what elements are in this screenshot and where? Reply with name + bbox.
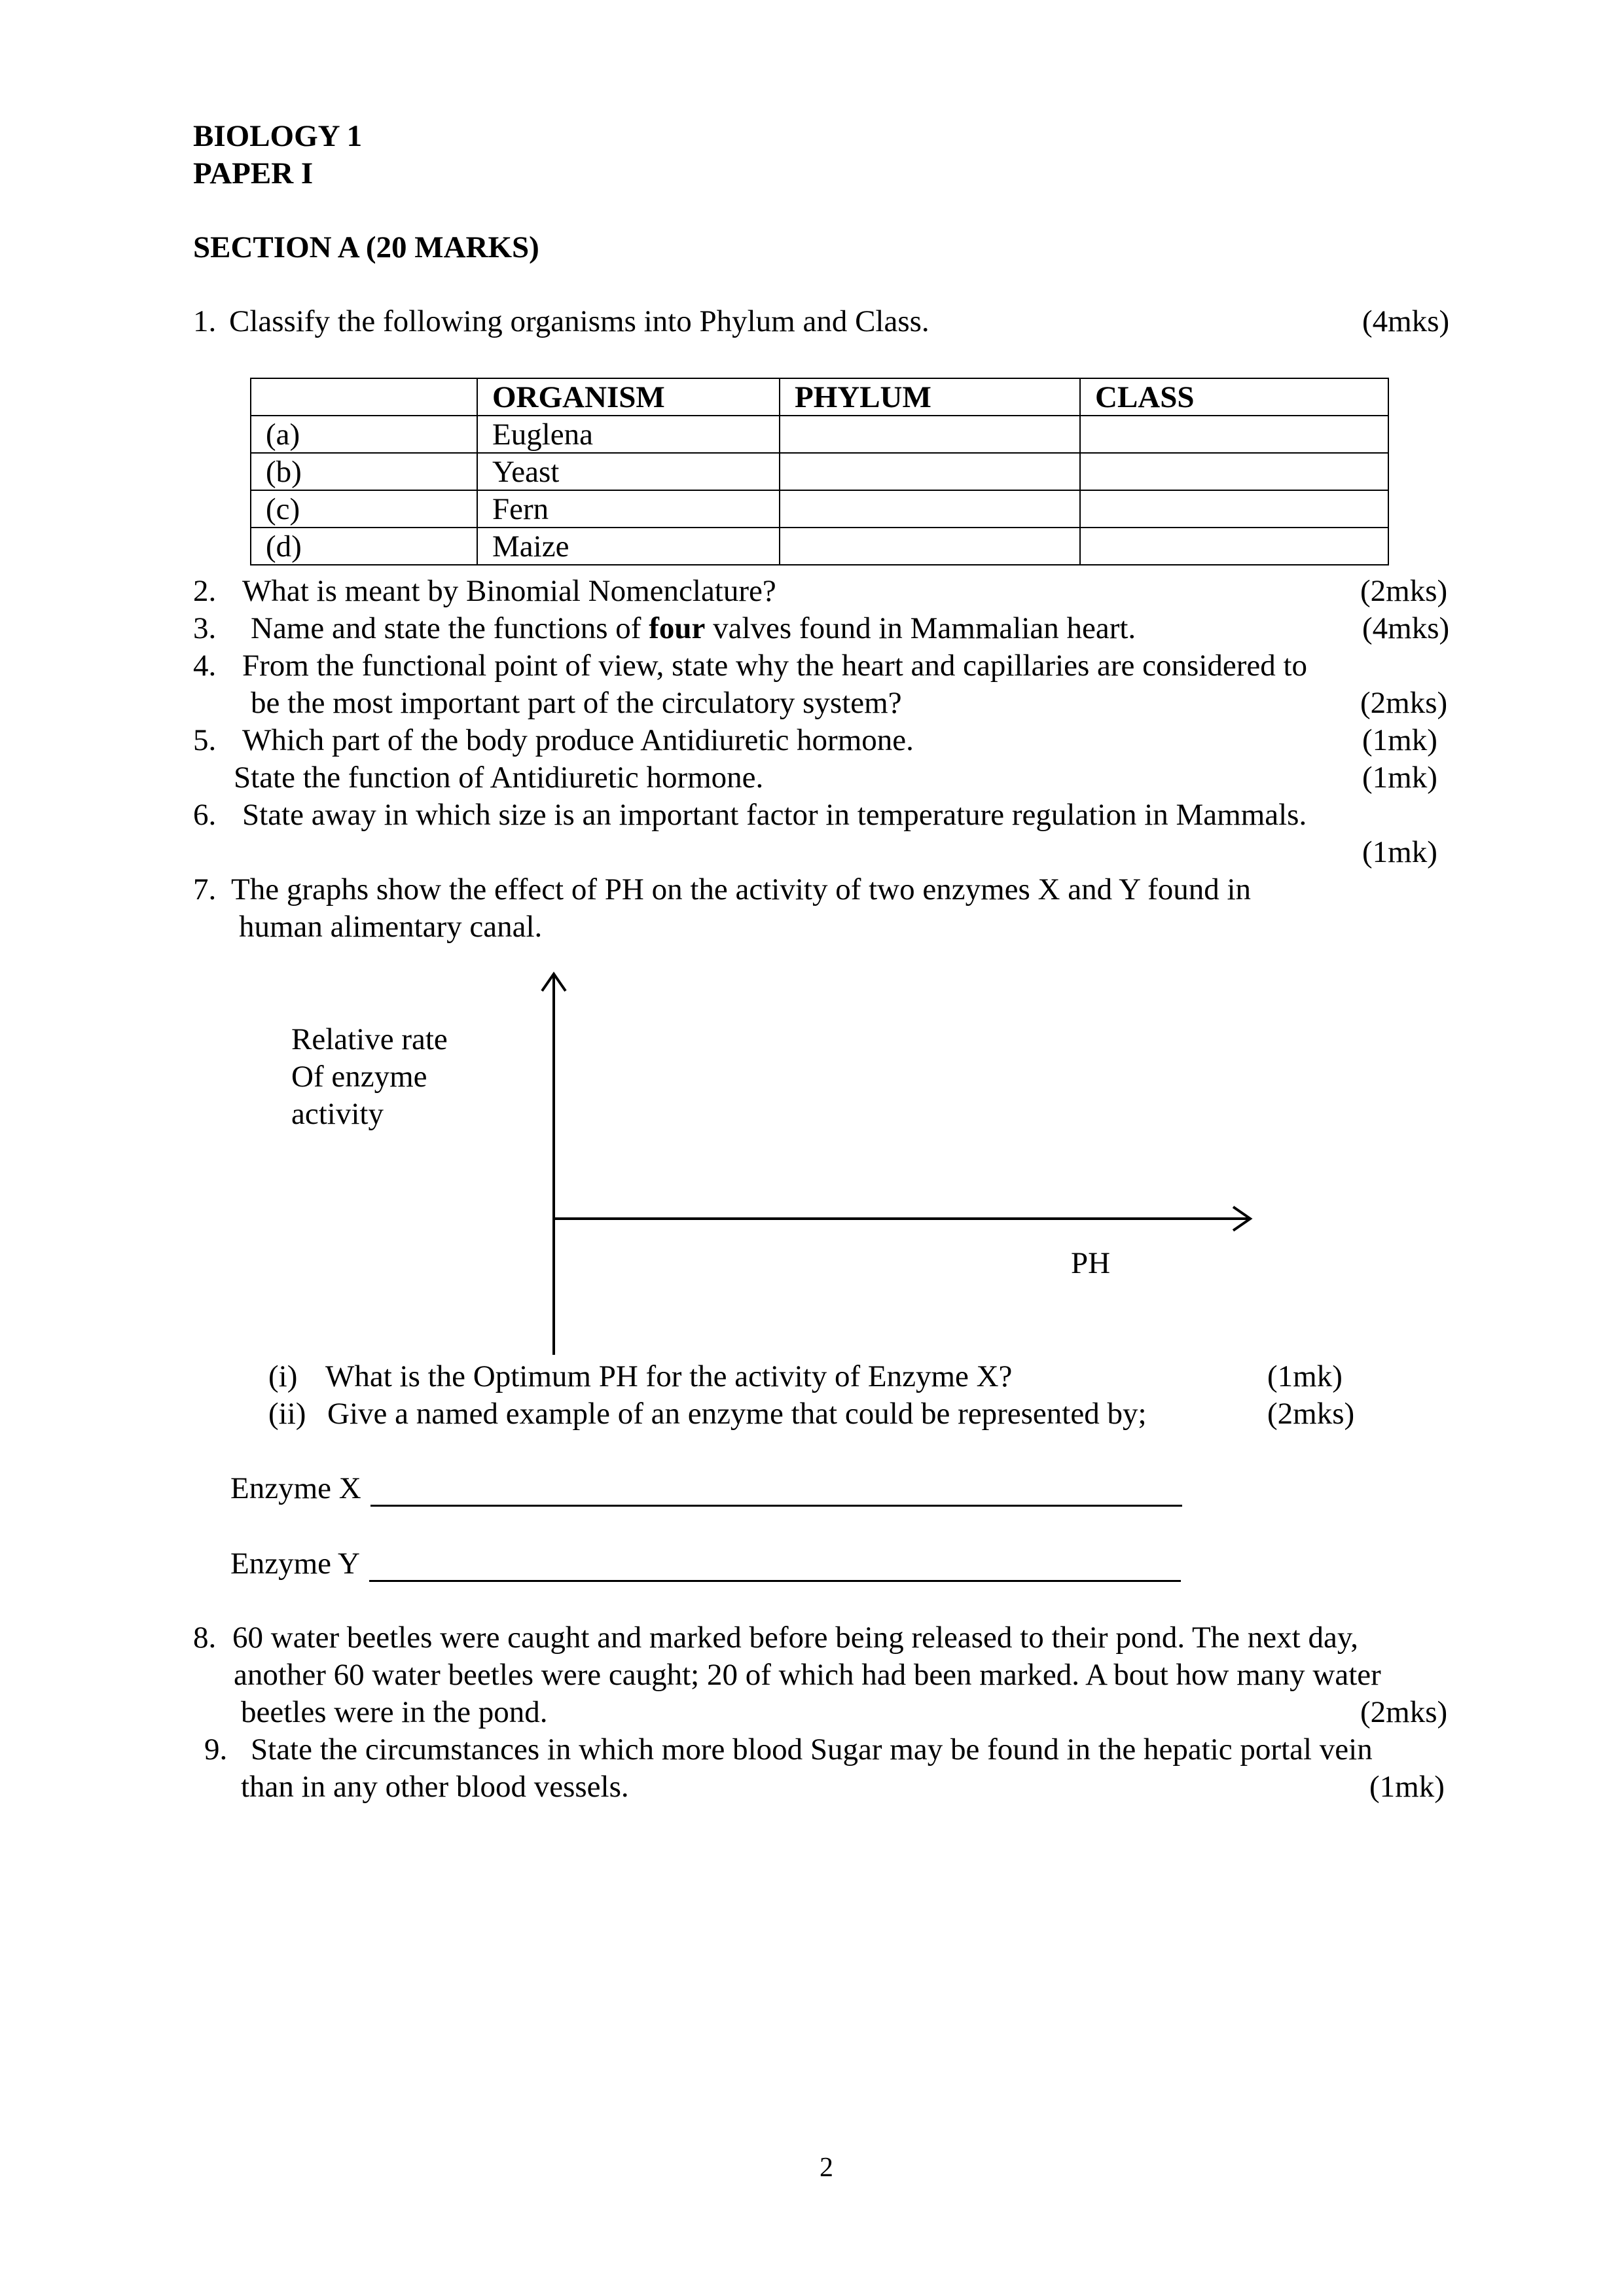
row-phylum-answer[interactable] — [780, 453, 1080, 490]
table-header-organism: ORGANISM — [477, 378, 780, 416]
question-3-marks: (4mks) — [1362, 611, 1450, 645]
question-5-marks-1: (1mk) — [1362, 723, 1437, 757]
table-header-row — [251, 378, 1388, 416]
row-class-answer[interactable] — [1080, 416, 1388, 453]
graph-y-label-1: Relative rate — [291, 1022, 448, 1056]
question-4-number: 4. — [193, 649, 217, 683]
question-9-number: 9. — [204, 1732, 228, 1767]
question-8-line-3: beetles were in the pond. — [241, 1695, 548, 1729]
row-label: (c) — [251, 490, 477, 528]
table-row — [251, 453, 1388, 490]
graph-x-label: PH — [1071, 1246, 1111, 1280]
question-3-text-b: valves found in Mammalian heart. — [705, 611, 1136, 645]
table-header-phylum: PHYLUM — [780, 378, 1080, 416]
question-4-marks: (2mks) — [1360, 686, 1448, 720]
question-8-line-1: 60 water beetles were caught and marked before being released to their pond. The next day, — [232, 1621, 1359, 1655]
question-7-number: 7. — [193, 872, 217, 906]
question-7-sub-i-label: (i) — [268, 1359, 298, 1393]
row-organism: Maize — [477, 528, 780, 565]
question-1-marks: (4mks) — [1362, 304, 1450, 338]
question-1-text: Classify the following organisms into Phylum and Class. — [229, 304, 929, 338]
question-6-marks: (1mk) — [1362, 835, 1437, 869]
row-phylum-answer[interactable] — [780, 490, 1080, 528]
row-class-answer[interactable] — [1080, 453, 1388, 490]
table-row — [251, 490, 1388, 528]
question-5-number: 5. — [193, 723, 217, 757]
row-class-answer[interactable] — [1080, 528, 1388, 565]
section-title: SECTION A (20 MARKS) — [193, 230, 539, 264]
question-9-marks: (1mk) — [1369, 1770, 1445, 1804]
table-header-blank — [251, 378, 477, 416]
enzyme-y-blank[interactable] — [369, 1549, 1181, 1582]
question-2-text: What is meant by Binomial Nomenclature? — [242, 574, 776, 608]
question-3-text-bold: four — [649, 611, 706, 645]
enzyme-y-label: Enzyme Y — [230, 1547, 360, 1581]
question-8-line-2: another 60 water beetles were caught; 20 of which had been marked. A bout how many water — [234, 1658, 1381, 1692]
question-9-line-2: than in any other blood vessels. — [241, 1770, 629, 1804]
question-7-sub-ii-marks: (2mks) — [1267, 1397, 1355, 1431]
row-organism: Yeast — [477, 453, 780, 490]
page-number: 2 — [820, 2153, 833, 2183]
question-6-number: 6. — [193, 798, 217, 832]
enzyme-x-label: Enzyme X — [230, 1471, 361, 1505]
row-organism: Fern — [477, 490, 780, 528]
question-7-sub-ii-text: Give a named example of an enzyme that could be represented by; — [327, 1397, 1147, 1431]
question-5-marks-2: (1mk) — [1362, 761, 1437, 795]
row-label: (d) — [251, 528, 477, 565]
question-3-number: 3. — [193, 611, 217, 645]
paper-title: PAPER I — [193, 156, 314, 190]
question-4-line-1: From the functional point of view, state why the heart and capillaries are considered to — [242, 649, 1308, 683]
question-2-marks: (2mks) — [1360, 574, 1448, 608]
question-7-line-1: The graphs show the effect of PH on the activity of two enzymes X and Y found in — [231, 872, 1252, 906]
row-label: (b) — [251, 453, 477, 490]
question-5-line-1: Which part of the body produce Antidiuretic hormone. — [242, 723, 914, 757]
graph-y-label-3: activity — [291, 1097, 384, 1131]
enzyme-x-blank[interactable] — [370, 1473, 1182, 1507]
question-3-text-a: Name and state the functions of — [251, 611, 649, 645]
question-7-line-2: human alimentary canal. — [239, 910, 543, 944]
subject-title: BIOLOGY 1 — [193, 119, 363, 153]
table-header-class: CLASS — [1080, 378, 1388, 416]
question-8-number: 8. — [193, 1621, 217, 1655]
row-class-answer[interactable] — [1080, 490, 1388, 528]
question-9-line-1: State the circumstances in which more blood Sugar may be found in the hepatic portal vein — [251, 1732, 1373, 1767]
row-phylum-answer[interactable] — [780, 416, 1080, 453]
question-5-line-2: State the function of Antidiuretic hormone. — [234, 761, 764, 795]
question-7-sub-i-marks: (1mk) — [1267, 1359, 1343, 1393]
x-axis-arrowhead — [1233, 1207, 1250, 1230]
question-1-number: 1. — [193, 304, 217, 338]
row-phylum-answer[interactable] — [780, 528, 1080, 565]
question-7-sub-i-text: What is the Optimum PH for the activity of Enzyme X? — [325, 1359, 1013, 1393]
table-row — [251, 528, 1388, 565]
question-2-number: 2. — [193, 574, 217, 608]
row-label: (a) — [251, 416, 477, 453]
question-8-marks: (2mks) — [1360, 1695, 1448, 1729]
classification-table — [250, 378, 1389, 565]
question-6-text: State away in which size is an important factor in temperature regulation in Mammals. — [242, 798, 1307, 832]
question-4-line-2: be the most important part of the circulatory system? — [251, 686, 902, 720]
table-row — [251, 416, 1388, 453]
graph-y-label-2: Of enzyme — [291, 1060, 427, 1094]
question-7-sub-ii-label: (ii) — [268, 1397, 306, 1431]
enzyme-x-answer-line[interactable] — [230, 1470, 1182, 1507]
row-organism: Euglena — [477, 416, 780, 453]
question-3-text — [251, 610, 1136, 647]
y-axis-arrowhead — [542, 974, 566, 991]
enzyme-y-answer-line[interactable] — [230, 1545, 1181, 1582]
